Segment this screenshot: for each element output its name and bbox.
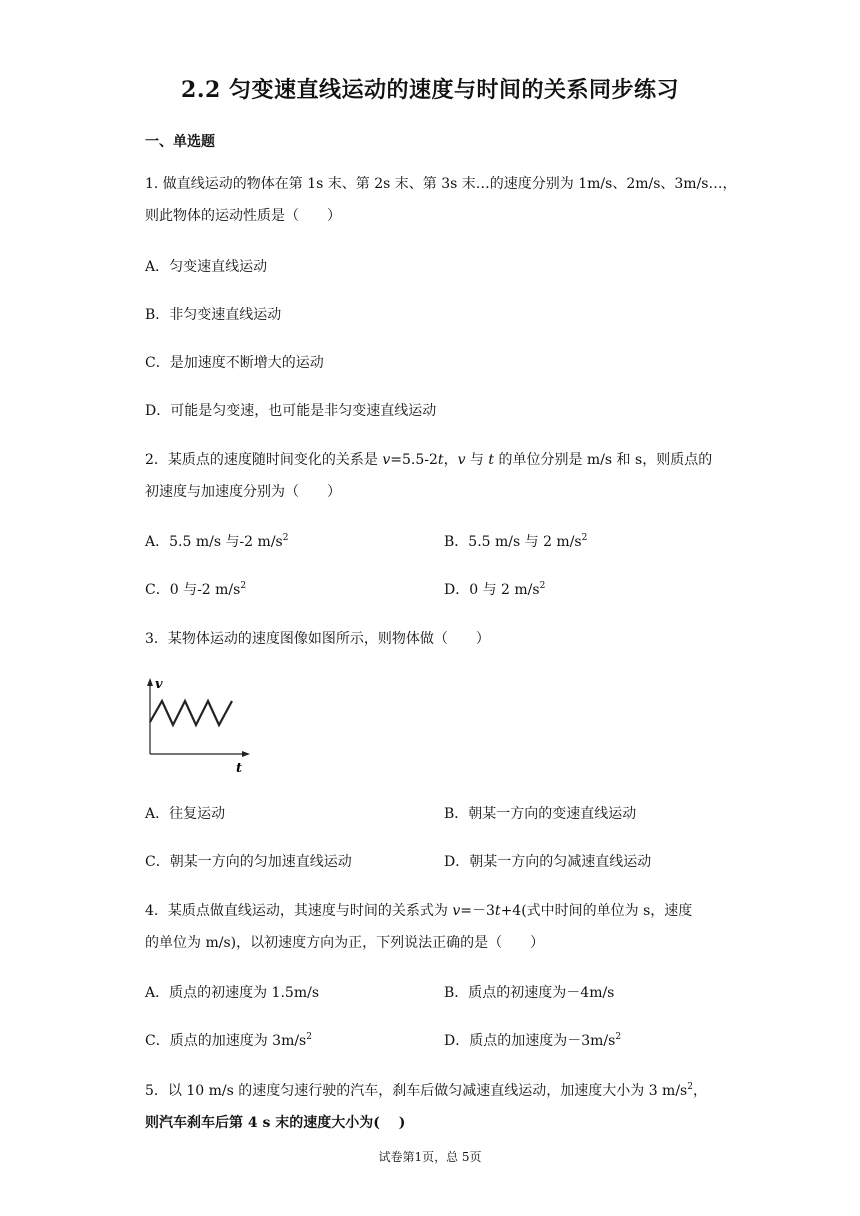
graph-x-label: t (236, 761, 243, 776)
q3-option-c: C．朝某一方向的匀加速直线运动 (145, 854, 352, 870)
q2-option-d-text: D．0 与 2 m/s (444, 582, 540, 598)
q1-option-c: C．是加速度不断增大的运动 (145, 355, 324, 371)
q2-var-v: v (382, 452, 391, 468)
q2-option-a-text: A．5.5 m/s 与-2 m/s (145, 534, 283, 550)
q4-option-d (444, 1030, 621, 1050)
q2-option-c-sup: 2 (240, 581, 247, 591)
q2-option-d (444, 579, 545, 599)
q2-stem-line2: 初速度与加速度分别为（ ） (145, 484, 341, 500)
graph-zigzag-line (150, 701, 232, 725)
graph-x-arrow (242, 751, 250, 757)
q2-and: 与 (465, 452, 489, 468)
q2-var-v2: v (457, 452, 466, 468)
q4-option-c (145, 1030, 312, 1050)
q2-option-b (444, 531, 587, 551)
q4-stem-line2: 的单位为 m/s)，以初速度方向为正，下列说法正确的是（ ） (145, 935, 545, 951)
q2-option-b-sup: 2 (581, 533, 588, 543)
q4-var-t: t (494, 903, 501, 919)
q2-option-c (145, 579, 246, 599)
q4-stem-text-end: +4(式中时间的单位为 s，速度 (500, 903, 693, 919)
q4-option-d-text: D．质点的加速度为－3m/s (444, 1033, 616, 1049)
q5-sup: 2 (687, 1082, 693, 1092)
graph-y-arrow (147, 678, 153, 686)
q4-var-v: v (452, 903, 461, 919)
q2-stem-text-end: 的单位分别是 m/s 和 s，则质点的 (494, 452, 713, 468)
q5-stem-text: 5．以 10 m/s 的速度匀速行驶的汽车，刹车后做匀减速直线运动，加速度大小为 3 m/s (145, 1083, 688, 1099)
q4-option-a: A．质点的初速度为 1.5m/s (145, 985, 320, 1001)
q4-option-d-sup: 2 (615, 1032, 622, 1042)
q2-stem-line1 (145, 449, 712, 469)
q2-stem-text: 2．某质点的速度随时间变化的关系是 (145, 452, 383, 468)
q3-stem-line1: 3．某物体运动的速度图像如图所示，则物体做（ ） (145, 631, 490, 647)
q2-var-t2: t (488, 452, 495, 468)
q1-option-a: A．匀变速直线运动 (145, 259, 268, 275)
q2-option-a (145, 531, 288, 551)
q1-option-b: B．非匀变速直线运动 (145, 307, 282, 323)
page-title: 2.2 匀变速直线运动的速度与时间的关系同步练习 (181, 77, 679, 103)
q1-stem-line1: 1. 做直线运动的物体在第 1s 末、第 2s 末、第 3s 末…的速度分别为 1m/s、2m/s、3m/s…， (145, 176, 737, 192)
q4-stem-text: 4．某质点做直线运动，其速度与时间的关系式为 (145, 903, 453, 919)
section-heading: 一、单选题 (145, 134, 215, 150)
q4-equation: =－3 (460, 903, 495, 919)
q3-option-b: B．朝某一方向的变速直线运动 (444, 806, 637, 822)
q1-option-d: D．可能是匀变速，也可能是非匀变速直线运动 (145, 403, 437, 419)
q2-equation: =5.5-2 (390, 452, 438, 468)
graph-y-label: v (155, 677, 163, 692)
q4-option-c-sup: 2 (306, 1032, 312, 1042)
q1-stem-line2: 则此物体的运动性质是（ ） (145, 208, 341, 224)
q5-stem-comma: ， (692, 1083, 707, 1099)
q2-option-c-text: C．0 与-2 m/s (145, 582, 241, 598)
q2-option-a-sup: 2 (282, 533, 289, 543)
q2-option-b-text: B．5.5 m/s 与 2 m/s (444, 534, 582, 550)
q4-option-b: B．质点的初速度为－4m/s (444, 985, 615, 1001)
q2-var-t: t (437, 452, 444, 468)
q3-option-a: A．往复运动 (145, 806, 226, 822)
q2-option-d-sup: 2 (539, 581, 546, 591)
velocity-time-graph (140, 672, 260, 777)
q2-separator: ， (443, 452, 458, 468)
q4-option-c-text: C．质点的加速度为 3m/s (145, 1033, 307, 1049)
q5-stem-line1 (145, 1080, 707, 1100)
q5-stem-line2: 则汽车刹车后第 4 s 末的速度大小为( ) (145, 1115, 406, 1131)
q4-stem-line1 (145, 900, 692, 920)
page-footer: 试卷第1页，总 5页 (378, 1150, 482, 1164)
q3-option-d: D．朝某一方向的匀减速直线运动 (444, 854, 652, 870)
